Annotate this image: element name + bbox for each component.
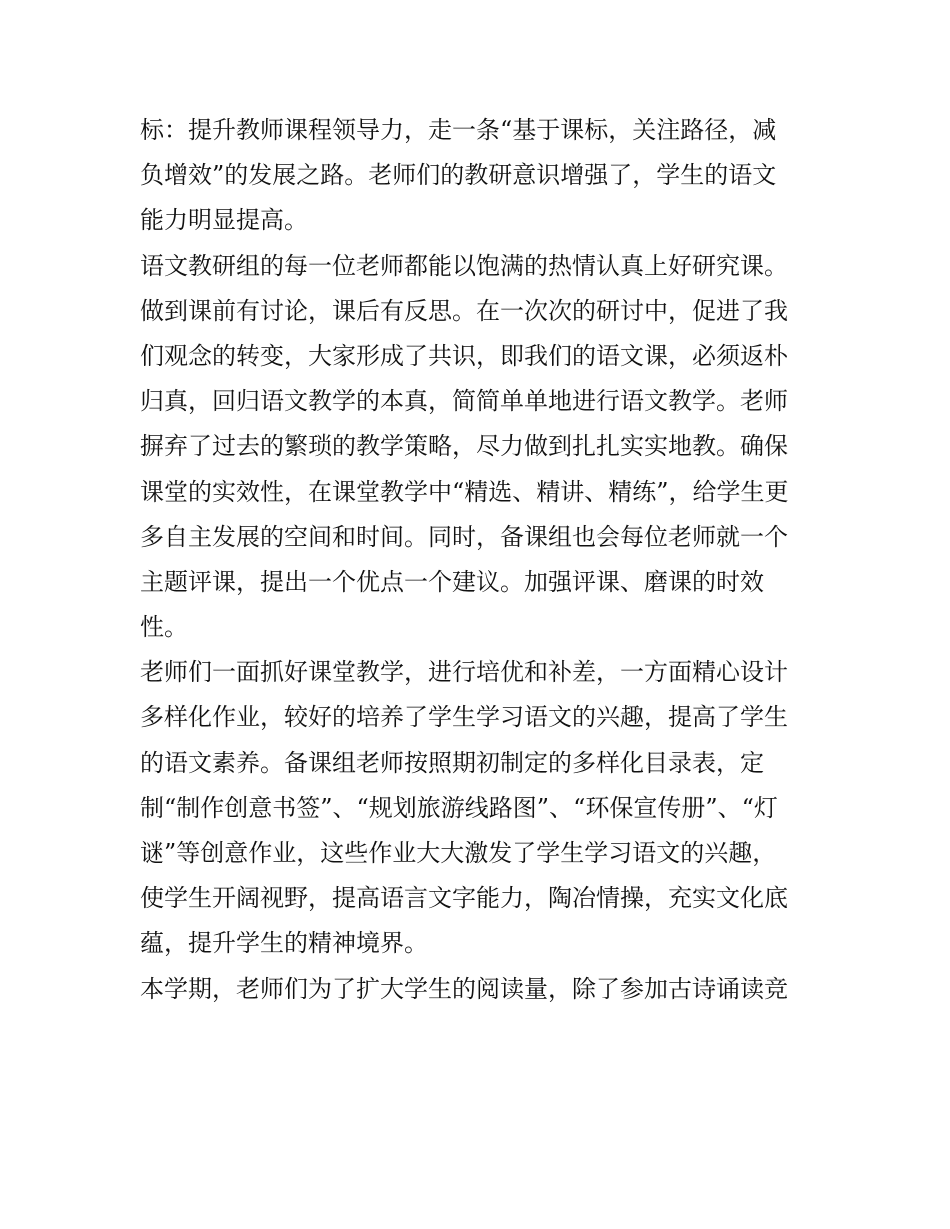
text-line: 使学生开阔视野，提高语言文字能力，陶冶情操，充实文化底	[140, 884, 788, 913]
text-line: 们观念的转变，大家形成了共识，即我们的语文课，必须返朴	[140, 341, 788, 370]
text-line: 多样化作业，较好的培养了学生学习语文的兴趣，提高了学生	[140, 703, 788, 732]
text-line: 主题评课，提出一个优点一个建议。加强评课、磨课的时效	[140, 567, 764, 596]
text-line: 摒弃了过去的繁琐的教学策略，尽力做到扎扎实实地教。确保	[140, 432, 788, 461]
text-line: 制“制作创意书签”、“规划旅游线路图”、“环保宣传册”、“灯	[140, 793, 778, 822]
text-line: 标：提升教师课程领导力，走一条“基于课标，关注路径，减	[140, 116, 777, 144]
text-line: 课堂的实效性，在课堂教学中“精选、精讲、精练”，给学生更	[140, 477, 789, 506]
text-line: 做到课前有讨论，课后有反思。在一次次的研讨中，促进了我	[140, 296, 788, 325]
text-line: 蕴，提升学生的精神境界。	[140, 929, 428, 958]
text-line: 的语文素养。备课组老师按照期初制定的多样化目录表，定	[140, 748, 764, 777]
text-line: 负增效”的发展之路。老师们的教研意识增强了，学生的语文	[140, 161, 777, 190]
document-body	[140, 108, 830, 1012]
text-line: 老师们一面抓好课堂教学，进行培优和补差，一方面精心设计	[140, 658, 788, 687]
text-line: 能力明显提高。	[140, 206, 308, 235]
text-line: 语文教研组的每一位老师都能以饱满的热情认真上好研究课。	[140, 251, 788, 280]
text-line: 归真，回归语文教学的本真，简简单单地进行语文教学。老师	[140, 387, 788, 416]
text-line: 谜”等创意作业，这些作业大大激发了学生学习语文的兴趣，	[140, 839, 777, 867]
text-line: 性。	[140, 613, 188, 642]
text-line: 多自主发展的空间和时间。同时，备课组也会每位老师就一个	[140, 522, 788, 551]
text-line: 本学期，老师们为了扩大学生的阅读量，除了参加古诗诵读竞	[140, 974, 788, 1003]
